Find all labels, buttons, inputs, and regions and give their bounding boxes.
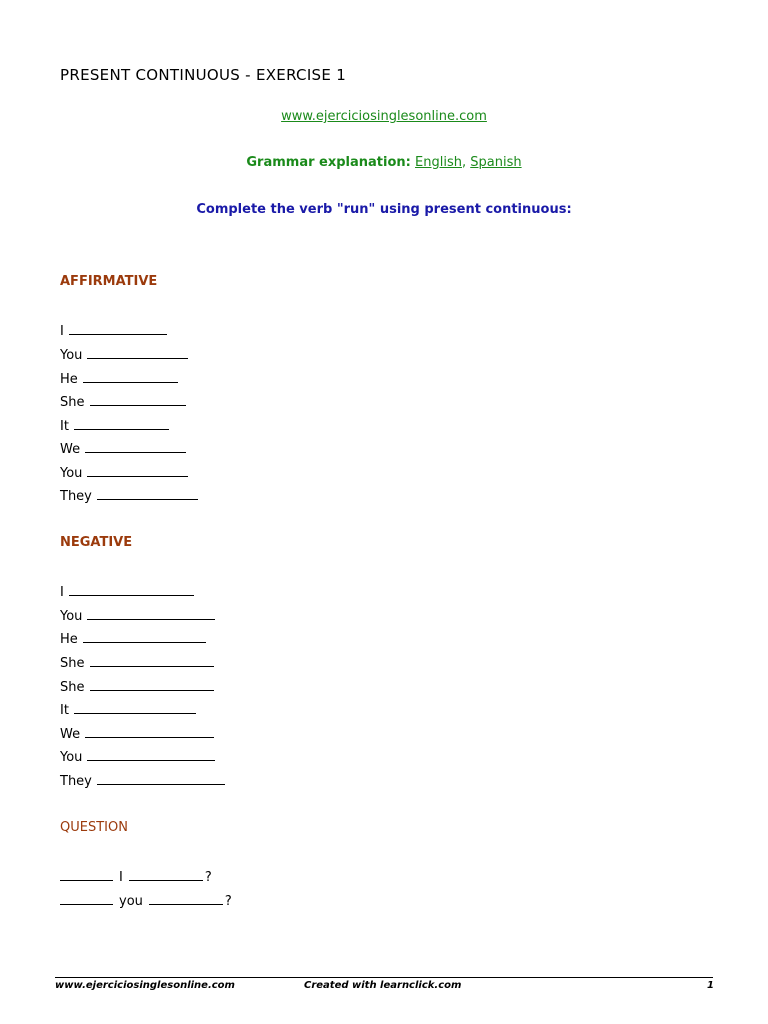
question-row bbox=[60, 892, 232, 909]
answer-blank[interactable] bbox=[90, 393, 186, 406]
negative-subject: We bbox=[60, 727, 81, 742]
answer-blank[interactable] bbox=[97, 772, 225, 785]
answer-blank[interactable] bbox=[85, 440, 186, 453]
site-link-container bbox=[0, 109, 768, 124]
negative-row bbox=[60, 678, 214, 695]
answer-blank[interactable] bbox=[97, 487, 198, 500]
negative-subject: She bbox=[60, 656, 85, 671]
negative-row bbox=[60, 748, 215, 765]
question-heading: QUESTION bbox=[60, 820, 128, 835]
negative-subject: You bbox=[60, 609, 83, 624]
affirmative-row bbox=[60, 346, 188, 363]
footer-credit: Created with learnclick.com bbox=[304, 980, 462, 991]
answer-blank[interactable] bbox=[74, 417, 169, 430]
answer-blank[interactable] bbox=[87, 748, 215, 761]
negative-subject: He bbox=[60, 632, 78, 647]
affirmative-row bbox=[60, 370, 178, 387]
question-subject: you bbox=[119, 894, 143, 909]
grammar-label: Grammar explanation: bbox=[246, 155, 411, 170]
negative-row bbox=[60, 725, 214, 742]
affirmative-row bbox=[60, 440, 186, 457]
answer-blank[interactable] bbox=[129, 868, 203, 881]
grammar-explanation bbox=[0, 155, 768, 170]
answer-blank[interactable] bbox=[87, 346, 188, 359]
negative-subject: She bbox=[60, 680, 85, 695]
negative-row bbox=[60, 701, 196, 718]
affirmative-subject: She bbox=[60, 395, 85, 410]
affirmative-row bbox=[60, 393, 186, 410]
answer-blank[interactable] bbox=[87, 464, 188, 477]
spanish-link[interactable]: Spanish bbox=[470, 155, 522, 170]
affirmative-subject: You bbox=[60, 348, 83, 363]
affirmative-subject: They bbox=[60, 489, 92, 504]
negative-subject: I bbox=[60, 585, 64, 600]
english-link[interactable]: English bbox=[415, 155, 462, 170]
affirmative-subject: We bbox=[60, 442, 81, 457]
instruction-text: Complete the verb "run" using present continuous: bbox=[196, 202, 572, 217]
negative-row bbox=[60, 772, 225, 789]
negative-row bbox=[60, 654, 214, 671]
page-number: 1 bbox=[707, 980, 714, 991]
affirmative-row bbox=[60, 464, 188, 481]
question-subject: I bbox=[119, 870, 123, 885]
answer-blank[interactable] bbox=[90, 678, 214, 691]
negative-subject: They bbox=[60, 774, 92, 789]
footer-divider bbox=[55, 977, 713, 978]
site-link[interactable]: www.ejerciciosinglesonline.com bbox=[281, 109, 487, 124]
negative-row bbox=[60, 607, 215, 624]
answer-blank[interactable] bbox=[149, 892, 223, 905]
affirmative-subject: You bbox=[60, 466, 83, 481]
page-title: PRESENT CONTINUOUS - EXERCISE 1 bbox=[60, 66, 347, 84]
affirmative-subject: It bbox=[60, 419, 69, 434]
question-mark: ? bbox=[204, 870, 212, 885]
answer-blank[interactable] bbox=[69, 583, 194, 596]
negative-heading: NEGATIVE bbox=[60, 535, 133, 550]
answer-blank[interactable] bbox=[90, 654, 214, 667]
affirmative-heading: AFFIRMATIVE bbox=[60, 274, 158, 289]
affirmative-row bbox=[60, 487, 198, 504]
negative-row bbox=[60, 630, 206, 647]
answer-blank[interactable] bbox=[85, 725, 214, 738]
footer-site: www.ejerciciosinglesonline.com bbox=[55, 980, 235, 991]
affirmative-subject: He bbox=[60, 372, 78, 387]
affirmative-row bbox=[60, 417, 169, 434]
affirmative-subject: I bbox=[60, 324, 64, 339]
answer-blank[interactable] bbox=[83, 630, 206, 643]
question-mark: ? bbox=[224, 894, 232, 909]
answer-blank[interactable] bbox=[83, 370, 178, 383]
negative-subject: You bbox=[60, 750, 83, 765]
question-row bbox=[60, 868, 212, 885]
answer-blank[interactable] bbox=[87, 607, 215, 620]
answer-blank[interactable] bbox=[74, 701, 196, 714]
answer-blank[interactable] bbox=[60, 868, 113, 881]
link-separator: , bbox=[461, 155, 467, 170]
answer-blank[interactable] bbox=[69, 322, 167, 335]
negative-subject: It bbox=[60, 703, 69, 718]
affirmative-row bbox=[60, 322, 167, 339]
negative-row bbox=[60, 583, 194, 600]
answer-blank[interactable] bbox=[60, 892, 113, 905]
